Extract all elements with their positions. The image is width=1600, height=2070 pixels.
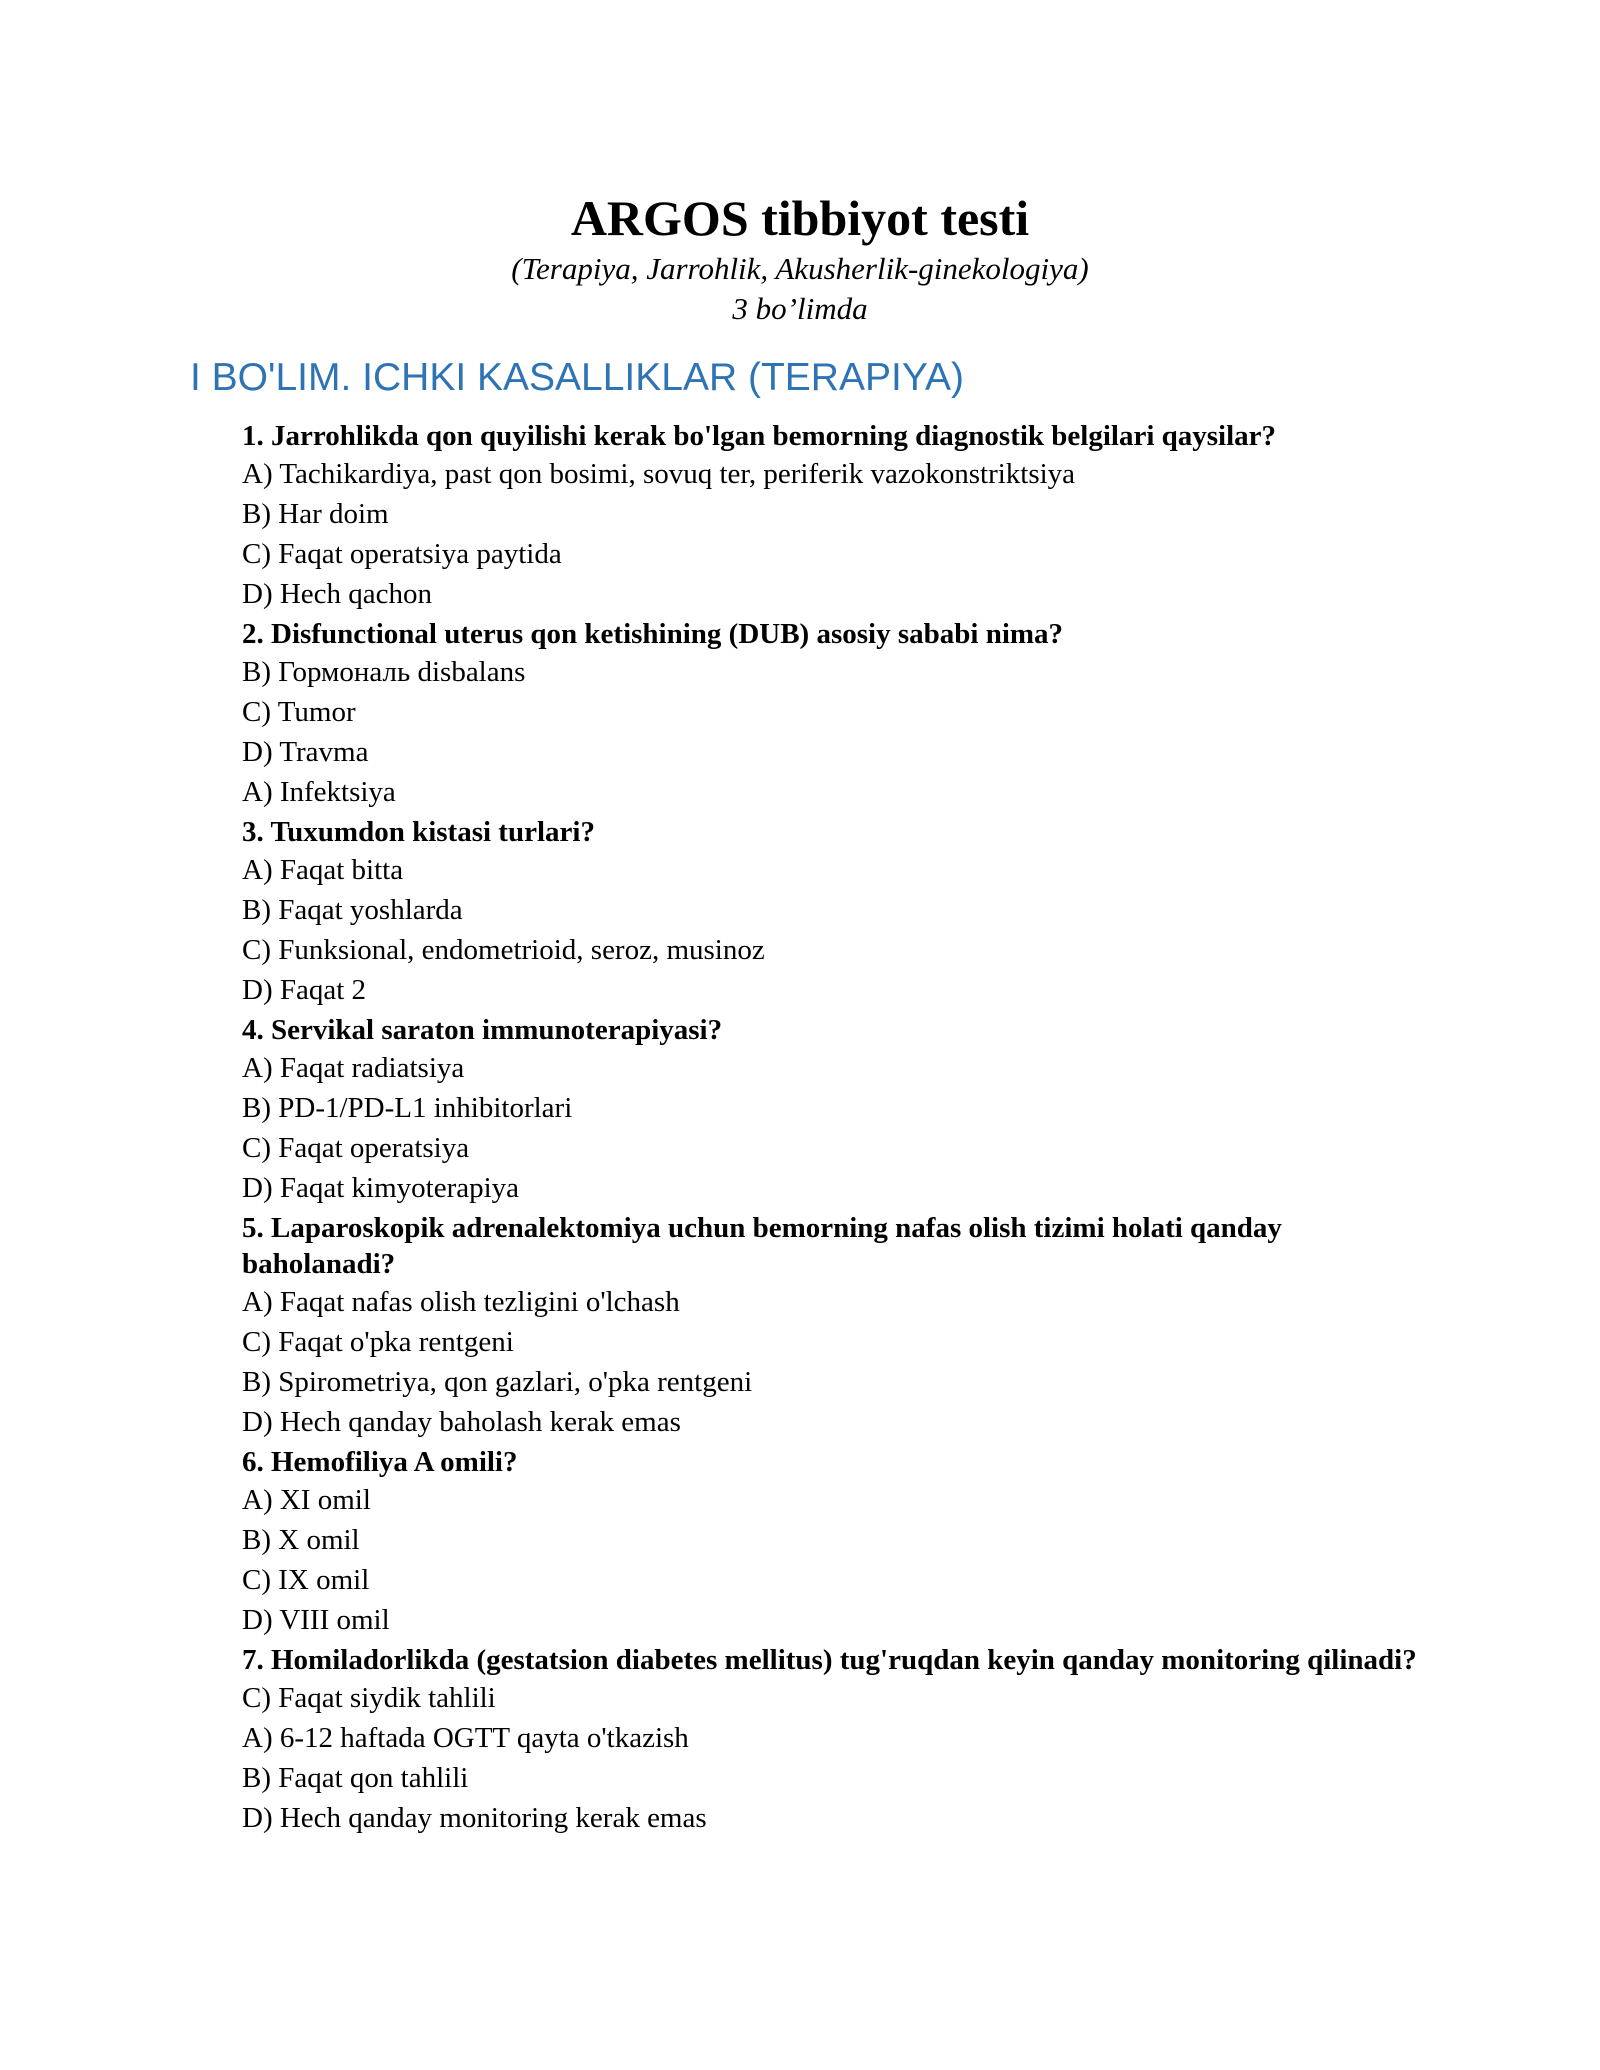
- question-text: 4. Servikal saraton immunoterapiyasi?: [242, 1014, 723, 1046]
- answer-option: B) Spirometriya, qon gazlari, o'pka rentgeni: [242, 1366, 753, 1398]
- question-text: 5. Laparoskopik adrenalektomiya uchun bemorning nafas olish tizimi holati qanday baholanadi?: [242, 1212, 1282, 1280]
- answer-option: C) Tumor: [242, 696, 356, 728]
- answer-option: C) Faqat o'pka rentgeni: [242, 1326, 514, 1358]
- answer-option: D) Hech qanday baholash kerak emas: [242, 1406, 681, 1438]
- answer-option: B) PD-1/PD-L1 inhibitorlari: [242, 1092, 573, 1124]
- answer-option: A) Tachikardiya, past qon bosimi, sovuq ter, periferik vazokonstriktsiya: [242, 458, 1076, 490]
- answer-option: D) Faqat kimyoterapiya: [242, 1172, 520, 1204]
- document-subtitle-parts: 3 bo’limda: [732, 291, 868, 326]
- question-3: [242, 812, 1422, 1010]
- answer-option: B) X omil: [242, 1524, 360, 1556]
- answer-option: B) Faqat yoshlarda: [242, 894, 463, 926]
- answer-option: A) Infektsiya: [242, 776, 396, 808]
- answer-option: B) Faqat qon tahlili: [242, 1762, 469, 1794]
- answer-option: D) VIII omil: [242, 1604, 390, 1636]
- answer-option: D) Travma: [242, 736, 369, 768]
- answer-option: C) Funksional, endometrioid, seroz, musinoz: [242, 934, 765, 966]
- question-6: [242, 1442, 1422, 1640]
- answer-option: A) Faqat bitta: [242, 854, 404, 886]
- answer-option: D) Hech qachon: [242, 578, 433, 610]
- answer-option: A) Faqat radiatsiya: [242, 1052, 465, 1084]
- question-2: [242, 614, 1422, 812]
- answer-option: C) Faqat siydik tahlili: [242, 1682, 496, 1714]
- question-list: [242, 416, 1422, 1838]
- answer-option: A) XI omil: [242, 1484, 371, 1516]
- answer-option: C) Faqat operatsiya paytida: [242, 538, 562, 570]
- question-text: 2. Disfunctional uterus qon ketishining (DUB) asosiy sababi nima?: [242, 618, 1064, 650]
- question-4: [242, 1010, 1422, 1208]
- question-text: 1. Jarrohlikda qon quyilishi kerak bo'lgan bemorning diagnostik belgilari qaysilar?: [242, 420, 1277, 452]
- question-1: [242, 416, 1422, 614]
- document-title: ARGOS tibbiyot testi: [570, 190, 1030, 246]
- question-5: [242, 1208, 1422, 1442]
- answer-option: C) Faqat operatsiya: [242, 1132, 470, 1164]
- answer-option: A) 6-12 haftada OGTT qayta o'tkazish: [242, 1722, 689, 1754]
- answer-option: D) Faqat 2: [242, 974, 367, 1006]
- answer-option: B) Гормональ disbalans: [242, 656, 526, 688]
- answer-option: A) Faqat nafas olish tezligini o'lchash: [242, 1286, 680, 1318]
- document-subtitle: (Terapiya, Jarrohlik, Akusherlik-ginekologiya): [511, 251, 1089, 286]
- question-text: 6. Hemofiliya A omili?: [242, 1446, 518, 1478]
- question-text: 7. Homiladorlikda (gestatsion diabetes mellitus) tug'ruqdan keyin qanday monitoring qilinadi?: [242, 1644, 1417, 1676]
- answer-option: C) IX omil: [242, 1564, 370, 1596]
- question-text: 3. Tuxumdon kistasi turlari?: [242, 816, 595, 848]
- section-heading: I BO'LIM. ICHKI KASALLIKLAR (TERAPIYA): [190, 356, 964, 399]
- answer-option: B) Har doim: [242, 498, 389, 530]
- question-7: [242, 1640, 1422, 1838]
- answer-option: D) Hech qanday monitoring kerak emas: [242, 1802, 707, 1834]
